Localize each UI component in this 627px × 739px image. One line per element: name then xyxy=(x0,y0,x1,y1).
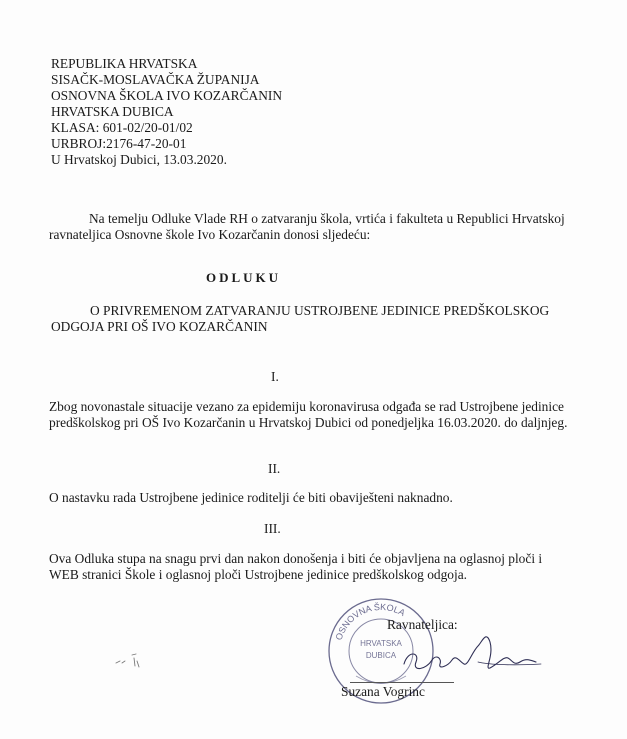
header-line-town: HRVATSKA DUBICA xyxy=(51,104,174,119)
section-3-line-1: Ova Odluka stupa na snagu prvi dan nakon donošenja i biti će objavljena na oglasnoj ploči i xyxy=(49,551,543,566)
header-line-school: OSNOVNA ŠKOLA IVO KOZARČANIN xyxy=(51,88,282,103)
section-numeral-3: III. xyxy=(264,521,281,536)
signature-role: Ravnateljica: xyxy=(387,617,458,632)
header-line-klasa: KLASA: 601-02/20-01/02 xyxy=(51,120,193,135)
section-3-line-2: WEB stranici Škole i oglasnoj ploči Ustrojbene jedinice predškolskog odgoja. xyxy=(49,567,468,582)
intro-line-1: Na temelju Odluke Vlade RH o zatvaranju škola, vrtića i fakulteta u Republici Hrvatskoj xyxy=(89,211,565,226)
section-1-line-2: predškolskog pri OŠ Ivo Kozarčanin u Hrvatskoj Dubici od ponedjeljka 16.03.2020. do daljnjeg. xyxy=(49,415,568,430)
subtitle-line-1: O PRIVREMENOM ZATVARANJU USTROJBENE JEDINICE PREDŠKOLSKOG xyxy=(90,303,550,318)
section-numeral-1: I. xyxy=(271,369,279,384)
svg-text:OSNOVNA ŠKOLA: OSNOVNA ŠKOLA xyxy=(333,601,407,642)
subtitle-line-2: ODGOJA PRI OŠ IVO KOZARČANIN xyxy=(51,319,268,334)
signature-line xyxy=(350,682,454,683)
section-1-line-1: Zbog novonastale situacije vezano za epidemiju koronavirusa odgađa se rad Ustrojbene jedinice xyxy=(49,399,564,414)
header-line-county: SISAČK-MOSLAVAČKA ŽUPANIJA xyxy=(51,72,260,87)
intro-line-2: ravnateljica Osnovne škole Ivo Kozarčanin donosi sljedeću: xyxy=(49,227,371,242)
section-numeral-2: II. xyxy=(268,461,281,476)
document-title: ODLUKU xyxy=(206,270,282,285)
section-2-line-1: O nastavku rada Ustrojbene jedinice roditelji će biti obaviješteni naknadno. xyxy=(49,490,453,505)
header-line-urbroj: URBROJ:2176-47-20-01 xyxy=(51,136,187,151)
svg-text:HRVATSKA: HRVATSKA xyxy=(360,639,402,648)
header-line-republic: REPUBLIKA HRVATSKA xyxy=(51,56,198,71)
pencil-mark xyxy=(114,649,150,671)
header-line-date: U Hrvatskoj Dubici, 13.03.2020. xyxy=(51,152,227,167)
svg-text:DUBICA: DUBICA xyxy=(365,651,397,660)
handwritten-signature xyxy=(386,622,546,682)
signatory-name: Suzana Vogrinc xyxy=(341,684,425,699)
